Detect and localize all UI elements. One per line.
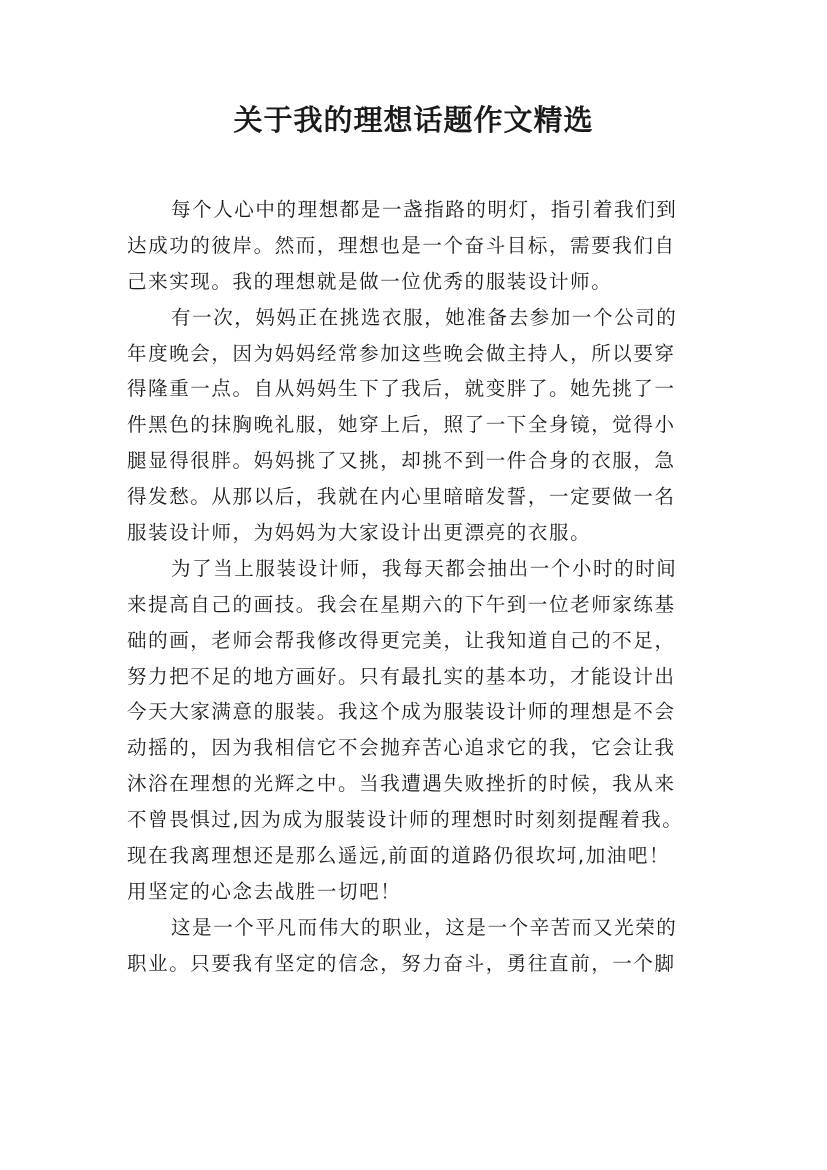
text-line: 有一次，妈妈正在挑选衣服，她准备去参加一个公司的 bbox=[171, 305, 678, 329]
text-line: 不曾畏惧过,因为成为服装设计师的理想时时刻刻提醒着我。 bbox=[127, 808, 684, 832]
text-line: 动摇的，因为我相信它不会抛弃苦心追求它的我，它会让我 bbox=[127, 736, 676, 760]
text-line: 职业。只要我有坚定的信念，努力奋斗，勇往直前，一个脚 bbox=[127, 951, 676, 975]
document-title: 关于我的理想话题作文精选 bbox=[233, 103, 594, 137]
text-line: 腿显得很胖。妈妈挑了又挑，却挑不到一件合身的衣服，急 bbox=[127, 449, 676, 473]
text-line: 沐浴在理想的光辉之中。当我遭遇失败挫折的时候，我从来 bbox=[127, 772, 676, 796]
text-line: 得发愁。从那以后，我就在内心里暗暗发誓，一定要做一名 bbox=[127, 485, 676, 509]
text-line: 为了当上服装设计师，我每天都会抽出一个小时的时间 bbox=[171, 556, 678, 580]
text-line: 己来实现。我的理想就是做一位优秀的服装设计师。 bbox=[127, 269, 613, 293]
text-line: 服装设计师，为妈妈为大家设计出更漂亮的衣服。 bbox=[127, 521, 592, 545]
text-line: 用坚定的心念去战胜一切吧！ bbox=[127, 879, 402, 903]
text-line: 今天大家满意的服装。我这个成为服装设计师的理想是不会 bbox=[127, 700, 676, 724]
text-line: 这是一个平凡而伟大的职业，这是一个辛苦而又光荣的 bbox=[171, 915, 678, 939]
text-line: 每个人心中的理想都是一盏指路的明灯，指引着我们到 bbox=[171, 198, 678, 221]
text-line: 础的画，老师会帮我修改得更完美，让我知道自己的不足， bbox=[127, 628, 676, 652]
text-line: 年度晚会，因为妈妈经常参加这些晚会做主持人，所以要穿 bbox=[127, 341, 676, 365]
text-line: 努力把不足的地方画好。只有最扎实的基本功，才能设计出 bbox=[127, 664, 676, 688]
text-line: 件黑色的抹胸晚礼服，她穿上后，照了一下全身镜，觉得小 bbox=[127, 413, 676, 437]
text-line: 得隆重一点。自从妈妈生下了我后，就变胖了。她先挑了一 bbox=[127, 377, 676, 401]
essay-body bbox=[127, 192, 705, 982]
text-line: 来提高自己的画技。我会在星期六的下午到一位老师家练基 bbox=[127, 592, 676, 616]
text-line: 达成功的彼岸。然而，理想也是一个奋斗目标，需要我们自 bbox=[127, 233, 676, 257]
text-line: 现在我离理想还是那么遥远,前面的道路仍很坎坷,加油吧！ bbox=[127, 844, 671, 868]
